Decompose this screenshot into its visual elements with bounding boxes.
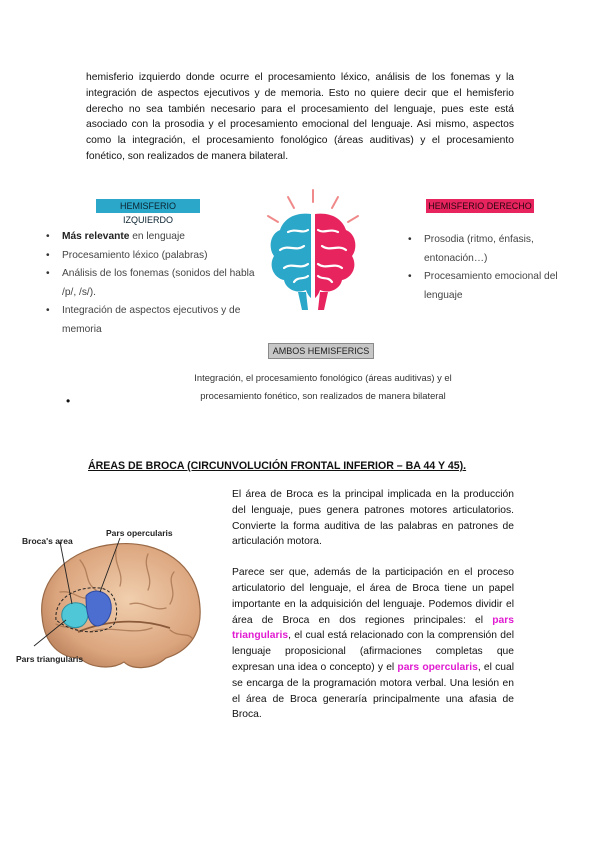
brain-icon [258,188,368,338]
right-hemisphere-label: HEMISFERIO DERECHO [426,199,534,213]
list-item: • Más relevante en lenguaje [46,228,256,247]
stray-bullet: • [66,394,71,408]
list-item: • Procesamiento léxico (palabras) [46,247,256,266]
pars-opercularis-term: pars opercularis [397,661,478,673]
broca-paragraph-2: Parece ser que, además de la participación en el proceso articulatorio del lenguaje, el área de Broca tiene un papel importante en la adquisición del lenguaje. Podemos dividir el área de Broca en dos regiones principales: el pars triangularis, el cual está relacionado con la comprensión del lenguaje proposicional (afirmaciones completas que expresan una idea o concepto) y el pars opercularis, el cual se encarga de la programación motora verbal. Una lesión en el área de Broca generaría principalmente una afasia de Broca. [232,567,514,721]
broca-paragraph-1: El área de Broca es la principal implicada en la producción del lenguaje, pues genera patrones motores articulatorios. Convierte la forma auditiva de las palabras en patrones de articulación motora. [232,489,514,548]
left-hemisphere-list [46,228,256,339]
left-hemisphere-label: HEMISFERIO IZQUIERDO [96,199,200,213]
list-item: • Análisis de los fonemas (sonidos del habla /p/, /s/). [46,265,256,302]
intro-paragraph: hemisferio izquierdo donde ocurre el procesamiento léxico, análisis de los fonemas y la integración de aspectos ejecutivos y de memoria. Esto no quiere decir que el hemisferio derecho no sea también necesario para el procesamiento del lenguaje, pues este está asociado con la prosodia y el procesamiento emocional del lenguaje. Asi mismo, aspectos como la integración, el procesamiento fonológico (áreas auditivas) y el procesamiento fonético, son realizados de manera bilateral. [86,72,514,162]
brocas-area-label: Broca's area [22,536,73,546]
broca-text [232,487,514,723]
pars-triangularis-term: pars triangularis [232,614,514,642]
list-item: • Integración de aspectos ejecutivos y de memoria [46,302,256,339]
list-item: • Prosodia (ritmo, énfasis, entonación…) [408,231,568,268]
section-heading: ÁREAS DE BROCA (CIRCUNVOLUCIÓN FRONTAL INFERIOR – BA 44 Y 45). [88,460,467,472]
pars-triangularis-label: Pars triangularis [16,654,84,664]
right-hemisphere-list [408,231,568,305]
both-hemispheres-text: Integración, el procesamiento fonológico (áreas auditivas) y el procesamiento fonético, son realizados de manera bilateral [194,372,452,401]
list-item: • Procesamiento emocional del lenguaje [408,268,568,305]
both-hemispheres-label: AMBOS HEMISFERICS [268,343,374,359]
pars-opercularis-label: Pars opercularis [106,528,173,538]
